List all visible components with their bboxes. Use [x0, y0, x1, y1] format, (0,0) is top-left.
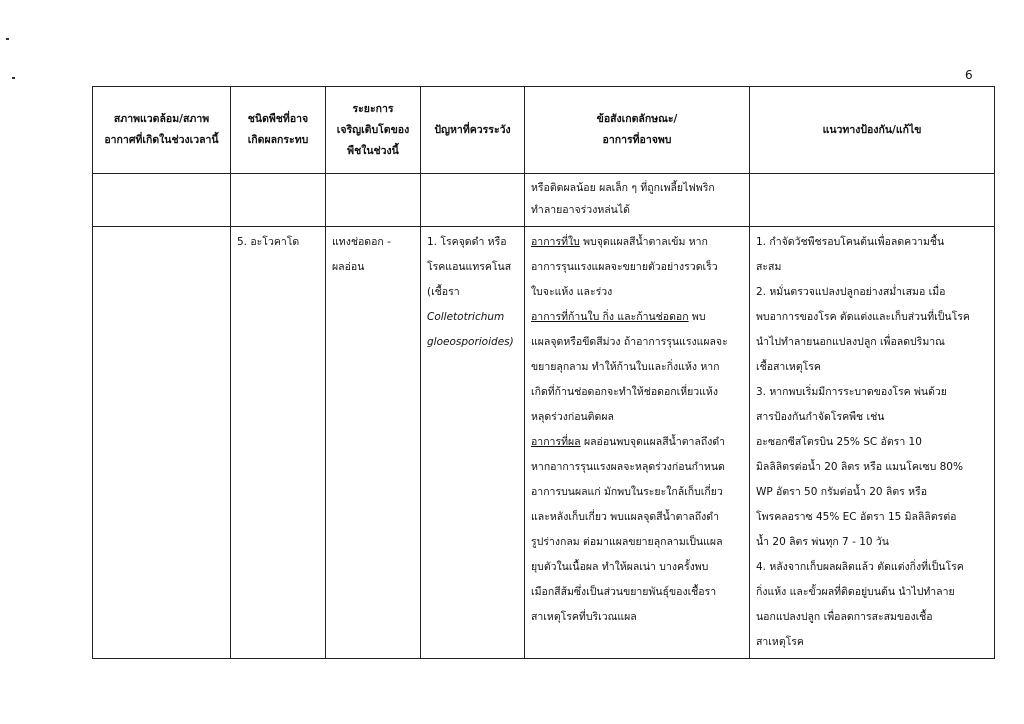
scan-mark-dot	[12, 77, 15, 79]
scan-mark-dot	[6, 38, 9, 40]
header-crop: ชนิดพืชที่อาจ เกิดผลกระทบ	[231, 87, 326, 174]
scientific-name: Colletotrichum	[427, 311, 505, 323]
cell-empty	[93, 174, 231, 227]
header-problem: ปัญหาที่ควรระวัง	[421, 87, 525, 174]
table-row	[93, 227, 995, 659]
cell-empty	[231, 174, 326, 227]
header-prevention: แนวทางป้องกัน/แก้ไข	[750, 87, 995, 174]
cell-empty	[421, 174, 525, 227]
cell-prevention: 1. กำจัดวัชพืชรอบโคนต้นเพื่อลดความชื้น สะสม 2. หมั่นตรวจแปลงปลูกอย่างสม่ำเสมอ เมื่อ พบอาการของโรค ตัดแต่งและเก็บส่วนที่เป็นโรค นำไปทำลายนอกแปลงปลูก เพื่อลดปริมาณ เชื้อสาเหตุโรค 3. หากพบเริ่มมีการระบาดของโรค พ่นด้วย สารป้องกันกำจัดโรคพืช เช่น อะซอกซีสโตรบิน 25% SC อัตรา 10 มิลลิลิตรต่อน้ำ 20 ลิตร หรือ แมนโคเซบ 80% WP อัตรา 50 กรัมต่อน้ำ 20 ลิตร หรือ โพรคลอราซ 45% EC อัตรา 15 มิลลิลิตรต่อ น้ำ 20 ลิตร พ่นทุก 7 - 10 วัน 4. หลังจากเก็บผลผลิตแล้ว ตัดแต่งกิ่งที่เป็นโรค กิ่งแห้ง และขั้วผลที่ติดอยู่บนต้น นำไปทำลาย นอกแปลงปลูก เพื่อลดการสะสมของเชื้อ สาเหตุโรค	[750, 227, 995, 659]
header-environment: สภาพแวดล้อม/สภาพ อากาศที่เกิดในช่วงเวลานี้	[93, 87, 231, 174]
scientific-name: gloeosporioides)	[427, 336, 514, 348]
header-growth-stage: ระยะการ เจริญเติบโตของ พืชในช่วงนี้	[326, 87, 421, 174]
branch-symptom-label: อาการที่ก้านใบ กิ่ง และก้านช่อดอก	[531, 311, 689, 323]
cell-empty	[326, 174, 421, 227]
header-row	[93, 87, 995, 174]
page-number: 6	[965, 68, 973, 82]
cell-environment	[93, 227, 231, 659]
cell-symptoms-continued: หรือติดผลน้อย ผลเล็ก ๆ ที่ถูกเพลี้ยไฟพริก ทำลายอาจร่วงหล่นได้	[525, 174, 750, 227]
cell-growth-stage: แทงช่อดอก - ผลอ่อน	[326, 227, 421, 659]
leaf-symptom-label: อาการที่ใบ	[531, 236, 580, 248]
fruit-symptom-label: อาการที่ผล	[531, 436, 581, 448]
cell-symptoms: อาการที่ใบ พบจุดแผลสีน้ำตาลเข้ม หาก อาการรุนแรงแผลจะขยายตัวอย่างรวดเร็ว ใบจะแห้ง และร่วง อาการที่ก้านใบ กิ่ง และก้านช่อดอก พบ แผลจุดหรือขีดสีม่วง ถ้าอาการรุนแรงแผลจะ ขยายลุกลาม ทำให้ก้านใบและกิ่งแห้ง หาก เกิดที่ก้านช่อดอกจะทำให้ช่อดอกเหี่ยวแห้ง หลุดร่วงก่อนติดผล อาการที่ผล ผลอ่อนพบจุดแผลสีน้ำตาลถึงดำ หากอาการรุนแรงผลจะหลุดร่วงก่อนกำหนด อาการบนผลแก่ มักพบในระยะใกล้เก็บเกี่ยว และหลังเก็บเกี่ยว พบแผลจุดสีน้ำตาลถึงดำ รูปร่างกลม ต่อมาแผลขยายลุกลามเป็นแผล ยุบตัวในเนื้อผล ทำให้ผลเน่า บางครั้งพบ เมือกสีส้มซึ่งเป็นส่วนขยายพันธุ์ของเชื้อรา สาเหตุโรคที่บริเวณแผล	[525, 227, 750, 659]
cell-crop: 5. อะโวคาโด	[231, 227, 326, 659]
cell-problem: 1. โรคจุดดำ หรือ โรคแอนแทรคโนส (เชื้อรา Colletotrichum gloeosporioides)	[421, 227, 525, 659]
cell-empty	[750, 174, 995, 227]
pest-advisory-table	[92, 86, 995, 659]
continuation-row	[93, 174, 995, 227]
header-symptoms: ข้อสังเกตลักษณะ/ อาการที่อาจพบ	[525, 87, 750, 174]
